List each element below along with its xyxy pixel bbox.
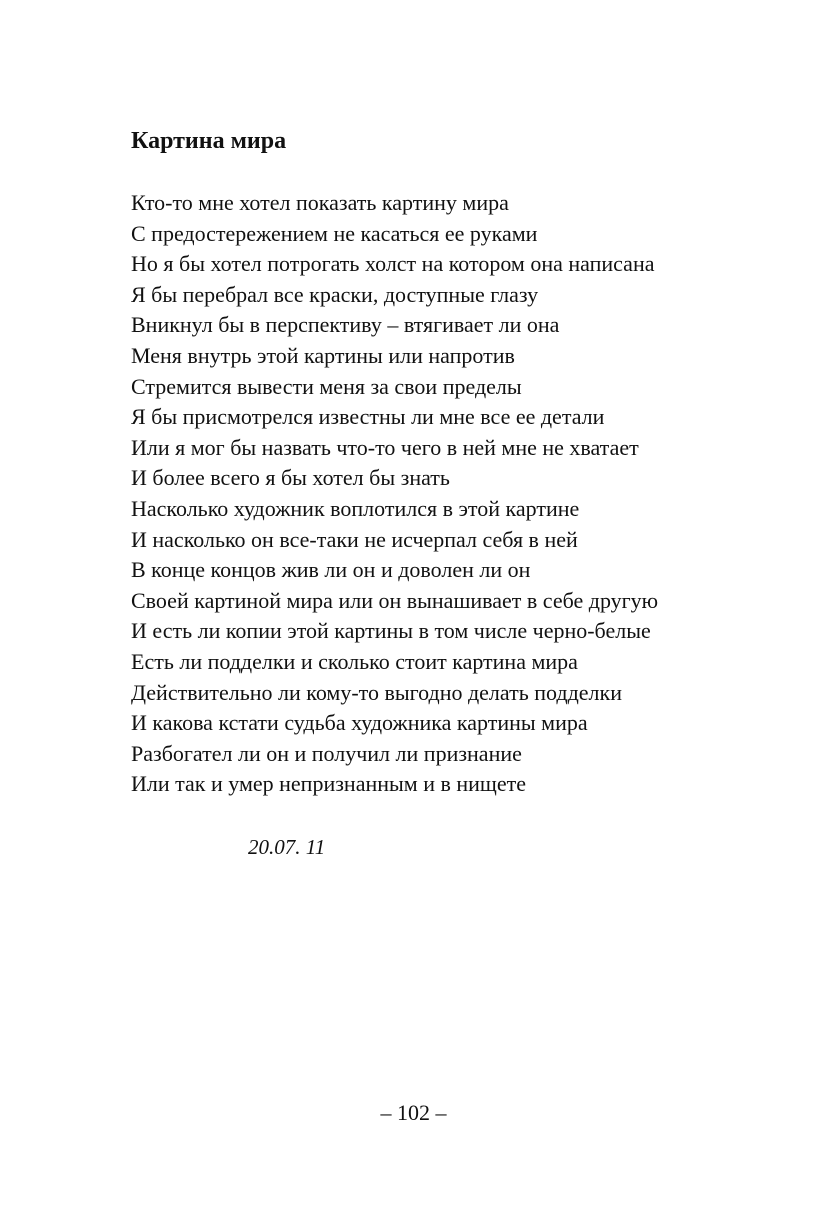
poem-line: Я бы присмотрелся известны ли мне все ее детали: [131, 404, 605, 430]
poem-line: Кто-то мне хотел показать картину мира: [131, 190, 509, 215]
poem-line: Или я мог бы назвать что-то чего в ней мне не хватает: [131, 434, 639, 460]
poem-line: И есть ли копии этой картины в том числе черно-белые: [131, 618, 651, 644]
poem-line: Вникнул бы в перспективу – втягивает ли она: [131, 312, 560, 338]
poem-line: Меня внутрь этой картины или напротив: [131, 342, 515, 368]
poem-body: [131, 188, 658, 800]
poem-date: 20.07. 11: [248, 835, 326, 859]
poem-line: Или так и умер непризнанным и в нищете: [131, 771, 527, 797]
poem-line: И насколько он все-таки не исчерпал себя в ней: [131, 526, 578, 552]
poem-line: Действительно ли кому-то выгодно делать подделки: [131, 679, 622, 705]
poem-line: И какова кстати судьба художника картины мира: [131, 710, 588, 736]
poem-line: Разбогател ли он и получил ли признание: [131, 740, 522, 766]
page-number: – 102 –: [380, 1100, 447, 1125]
poem-line: Но я бы хотел потрогать холст на котором она написана: [131, 251, 655, 277]
poem-title: Картина мира: [131, 128, 287, 154]
poem-line: Стремится вывести меня за свои пределы: [131, 373, 522, 399]
poem-line: И более всего я бы хотел бы знать: [131, 465, 450, 491]
poem-line: В конце концов жив ли он и доволен ли он: [131, 557, 531, 583]
poem-line: Насколько художник воплотился в этой картине: [131, 495, 580, 521]
poem-line: Есть ли подделки и сколько стоит картина мира: [131, 648, 578, 674]
poem-line: С предостережением не касаться ее руками: [131, 220, 538, 246]
poem-line: Своей картиной мира или он вынашивает в себе другую: [131, 587, 659, 613]
poem-line: Я бы перебрал все краски, доступные глазу: [131, 281, 539, 307]
